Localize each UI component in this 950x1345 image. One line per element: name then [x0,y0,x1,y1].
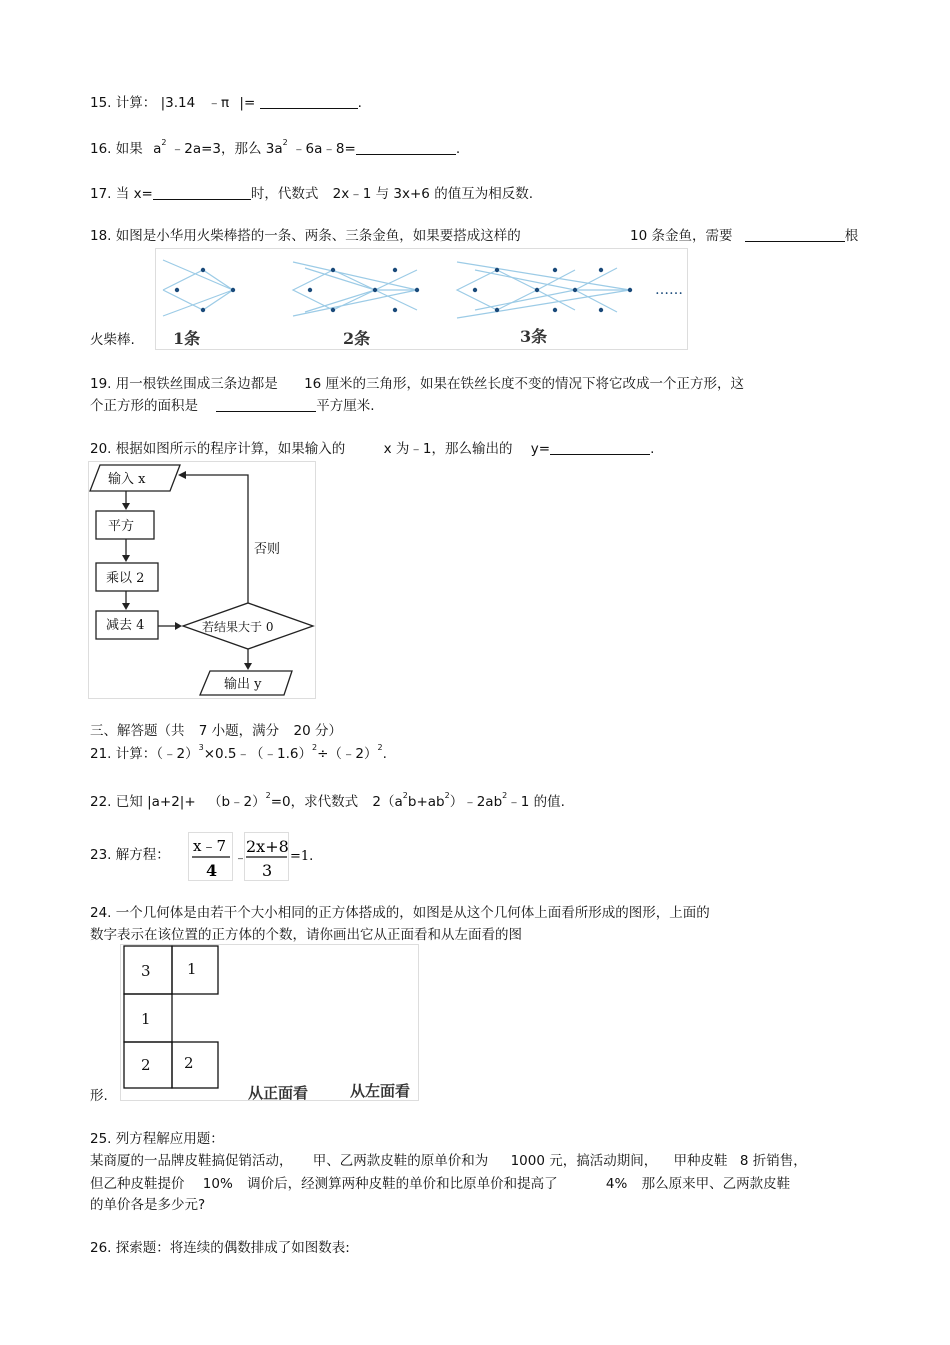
cell-value: 1 [187,960,197,978]
question-number: 16. [90,141,112,157]
q17-text-c: 2x﹣1 与 3x+6 的值互为相反数. [332,186,533,202]
figure-border [121,945,419,1101]
q25-line1 [90,1152,807,1170]
multiply-label: 乘以 2 [106,571,145,586]
q16-a1-exp: 2 [161,138,167,147]
dot [201,308,205,312]
fraction-2-numerator: 2x+8 [246,837,289,856]
q25-line3: 的单价各是多少元? [90,1197,206,1213]
dot [201,268,205,272]
dot [535,288,539,292]
q16-a1: a [153,141,162,157]
answer-blank[interactable] [216,397,316,412]
question-15 [90,94,362,112]
q15-text-c: ﹣π [207,95,230,111]
question-number: 24. [90,905,112,921]
q20-end: . [650,441,655,457]
q18-text-b-wrap [630,227,858,245]
dot [599,268,603,272]
equation-fraction [188,832,318,882]
q25-l1-part: 1000 元，搞活动期间， [510,1153,658,1169]
q22-d: 2（a [372,794,403,810]
cell-value: 2 [141,1056,151,1074]
arrow-head [244,663,252,670]
fig-label-2: 2条 [343,329,371,348]
dot [331,308,335,312]
dot [393,308,397,312]
dot [175,288,179,292]
arrow-head [122,503,130,510]
dot [553,268,557,272]
dot [573,288,577,292]
section-count: 7 小题，满分 [198,723,280,739]
q18-text-c: 根 [844,228,859,244]
q22-f: ）﹣2ab [449,794,503,810]
dot [495,268,499,272]
question-26 [90,1239,350,1257]
answer-blank[interactable] [550,440,650,455]
dot [373,288,377,292]
fig-label-1: 1条 [173,329,201,348]
q16-a2-exp: 2 [282,138,288,147]
q15-text-d: |= [239,95,256,111]
q22-b: （b﹣2） [207,794,266,810]
q16-text-a: 如果 [115,141,143,157]
output-label: 输出 y [224,677,262,692]
q26-text: 探索题：将连续的偶数排成了如图数表: [115,1240,350,1256]
section-title: 三、解答题（共 [90,723,185,739]
question-number: 22. [90,794,112,810]
q24-line1: 一个几何体是由若干个大小相同的正方体搭成的，如图是从这个几何体上面看所形成的图形，上面的 [115,905,710,921]
question-number: 20. [90,441,112,457]
arrow-head [122,603,130,610]
q21-d: . [382,746,387,762]
q16-a3: ﹣6a﹣8= [292,141,356,157]
top-view-grid [120,944,420,1102]
question-19-line1 [90,375,744,393]
dot [308,288,312,292]
square-label: 平方 [108,519,135,534]
answer-blank[interactable] [745,227,845,242]
dot [231,288,235,292]
fraction-1-numerator: x﹣7 [193,837,227,855]
question-21 [90,745,387,763]
q22-e-exp: 2 [444,791,450,800]
dot [599,308,603,312]
q15-text-b: |3.14 [160,95,196,111]
input-label: 输入 x [108,472,146,487]
q19-line2-b: 平方厘米. [316,398,375,414]
dot [393,268,397,272]
dot [628,288,632,292]
question-number: 19. [90,376,112,392]
question-number: 15. [90,95,112,111]
q20-text-b: x 为﹣1，那么输出的 [383,441,513,457]
q17-text-b: 时，代数式 [250,186,319,202]
q25-title: 列方程解应用题： [115,1131,224,1147]
section-score: 20 分） [293,723,342,739]
goldfish-figure [155,248,688,350]
q18-text-a: 如图是小华用火柴棒搭的一条、两条、三条金鱼，如果要搭成这样的 [115,228,521,244]
dot [415,288,419,292]
left-view-label: 从左面看 [350,1082,411,1100]
q18-text-b: 10 条金鱼，需要 [630,228,733,244]
fig-label-3: 3条 [520,327,548,346]
q25-l1-part: 某商厦的一品牌皮鞋搞促销活动， [90,1153,293,1169]
q25-l1-part: 8 折销售， [739,1153,807,1169]
question-16 [90,140,460,158]
section-3-title [90,722,342,740]
minus-sign: ﹣ [234,851,248,866]
answer-blank[interactable] [260,94,358,109]
question-number: 18. [90,228,112,244]
q22-d-exp: 2 [402,791,408,800]
q25-l2-part: 4% [605,1176,628,1192]
q15-end: . [357,95,362,111]
q24-line2: 数字表示在该位置的正方体的个数，请你画出它从正面看和从左面看的图 [90,927,522,943]
cell-value: 2 [184,1054,194,1072]
arrow-head [178,471,186,479]
fish-2-extra [305,268,417,312]
question-25-title [90,1130,224,1148]
subtract-label: 减去 4 [106,618,145,633]
cell-r3c2 [172,1042,218,1088]
else-label: 否则 [254,542,281,557]
q20-text-c: y= [530,441,551,457]
q21-a-exp: 3 [198,743,204,752]
q19-line2-a: 个正方形的面积是 [90,398,198,414]
q20-text-a: 根据如图所示的程序计算，如果输入的 [115,441,346,457]
figure-border [156,249,688,350]
q18-text-d: 火柴棒. [90,332,135,348]
question-number: 21. [90,746,112,762]
arrow-head [122,555,130,562]
q21-a: 计算：（﹣2） [115,746,199,762]
equation-end: =1. [290,849,314,864]
cell-value: 3 [141,962,151,980]
dot [495,308,499,312]
q22-b-exp: 2 [265,791,271,800]
q25-l2-part: 但乙种皮鞋提价 [90,1176,185,1192]
q21-c: ÷（﹣2） [317,746,378,762]
fish-dots-ellipsis: …… [655,282,683,298]
question-20 [90,440,654,458]
condition-label: 若结果大于 0 [202,620,274,634]
flowchart [88,461,316,699]
question-22 [90,793,565,811]
q22-a: 已知 |a+2|+ [115,794,196,810]
arrow-head [175,622,182,630]
answer-blank[interactable] [356,140,456,155]
q25-l1-part: 甲、乙两款皮鞋的原单价和为 [312,1153,489,1169]
q25-l2-part: 调价后，经测算两种皮鞋的单价和比原单价和提高了 [247,1176,558,1192]
q21-b-exp: 2 [311,743,318,752]
q24-line3: 形. [90,1088,108,1104]
answer-blank[interactable] [153,185,251,200]
fish-3-extra [475,268,630,312]
else-loop-line [182,475,248,603]
question-23 [90,846,170,864]
cell-value: 1 [141,1010,151,1028]
front-view-label: 从正面看 [248,1084,309,1102]
q16-end: . [455,141,461,157]
q19-line1-b: 16 厘米的三角形，如果在铁丝长度不变的情况下将它改成一个正方形，这 [304,376,745,392]
fish-1-lines [163,260,233,316]
q15-text-a: 计算： [115,95,157,111]
question-24-line1 [90,904,710,922]
q25-l2-part: 10% [202,1176,233,1192]
question-18 [90,227,521,245]
q21-c-exp: 2 [377,743,383,752]
dot [553,308,557,312]
q25-l2-part: 那么原来甲、乙两款皮鞋 [641,1176,791,1192]
q22-c: =0，求代数式 [270,794,359,810]
dot [473,288,477,292]
q25-line2 [90,1175,790,1193]
fraction-1-denominator: 4 [206,861,218,880]
question-number: 17. [90,186,112,202]
q22-e: b+ab [407,794,445,810]
q19-line1-a: 用一根铁丝围成三条边都是 [115,376,278,392]
q16-a2: ﹣2a=3，那么 3a [170,141,283,157]
q23-a: 解方程： [115,847,170,863]
question-number: 26. [90,1240,112,1256]
q22-g: ﹣1 的值. [507,794,565,810]
question-19-line2 [90,397,375,415]
q22-f-exp: 2 [502,791,508,800]
question-number: 23. [90,847,112,863]
fraction-2-denominator: 3 [262,861,273,880]
question-number: 25. [90,1131,112,1147]
question-17 [90,185,533,203]
q21-b: ×0.5﹣（﹣1.6） [203,746,312,762]
q17-text-a: 当 x= [115,186,153,202]
dot [331,268,335,272]
q25-l1-part: 甲种皮鞋 [673,1153,728,1169]
